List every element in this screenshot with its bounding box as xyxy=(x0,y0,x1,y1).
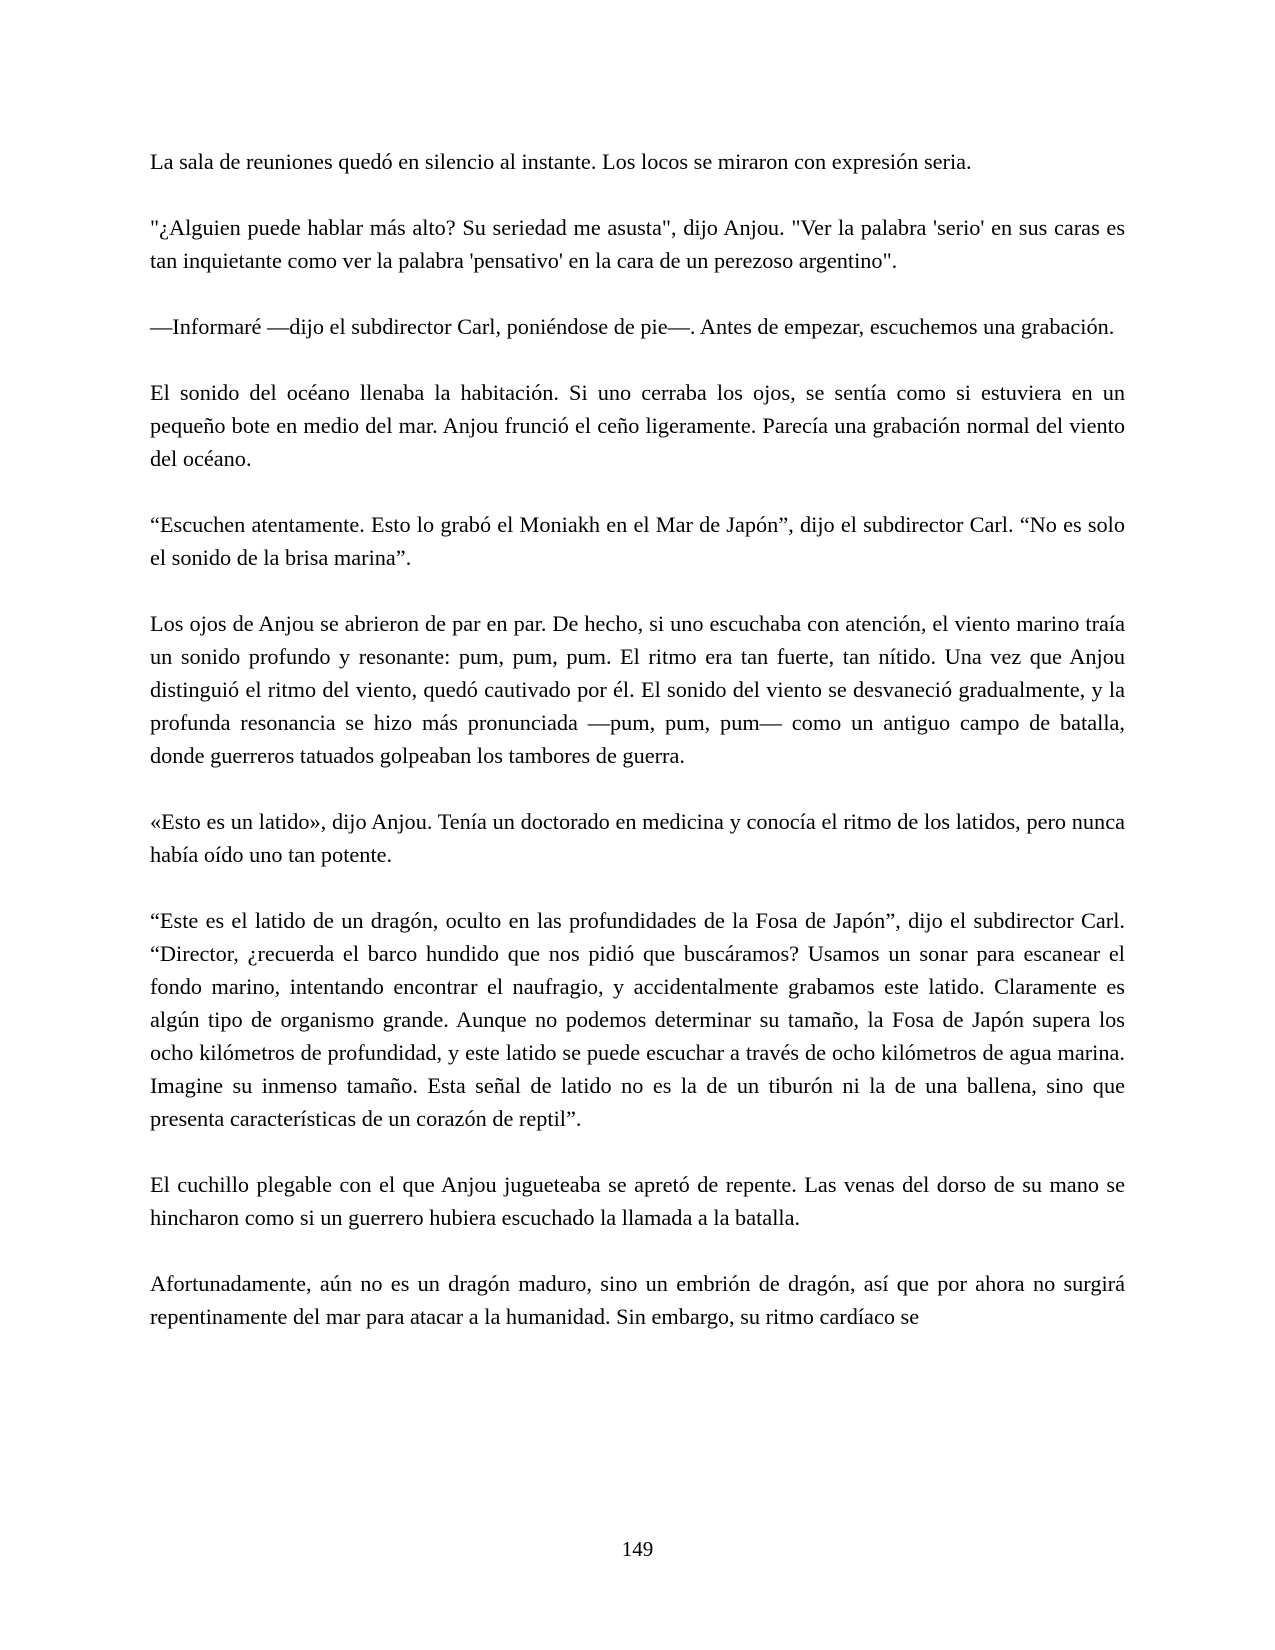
page-number: 149 xyxy=(621,1537,654,1561)
paragraph-10: Afortunadamente, aún no es un dragón maduro, sino un embrión de dragón, así que por ahora no surgirá repentinamente del mar para atacar a la humanidad. Sin embargo, su ritmo cardíaco se xyxy=(150,1271,1125,1329)
paragraph-2: "¿Alguien puede hablar más alto? Su seriedad me asusta", dijo Anjou. "Ver la palabra 'serio' en sus caras es tan inquietante como ver la palabra 'pensativo' en la cara de un perezoso argentino". xyxy=(150,215,1125,273)
paragraph-4: El sonido del océano llenaba la habitación. Si uno cerraba los ojos, se sentía como si estuviera en un pequeño bote en medio del mar. Anjou frunció el ceño ligeramente. Parecía una grabación normal del viento del océano. xyxy=(150,380,1125,471)
paragraph-7: «Esto es un latido», dijo Anjou. Tenía un doctorado en medicina y conocía el ritmo de los latidos, pero nunca había oído uno tan potente. xyxy=(150,809,1125,867)
paragraph-3: —Informaré —dijo el subdirector Carl, poniéndose de pie—. Antes de empezar, escuchemos una grabación. xyxy=(150,314,1115,339)
paragraph-9: El cuchillo plegable con el que Anjou jugueteaba se apretó de repente. Las venas del dorso de su mano se hincharon como si un guerrero hubiera escuchado la llamada a la batalla. xyxy=(150,1172,1125,1230)
paragraph-5: “Escuchen atentamente. Esto lo grabó el Moniakh en el Mar de Japón”, dijo el subdirector Carl. “No es solo el sonido de la brisa marina”. xyxy=(150,512,1125,570)
paragraph-1: La sala de reuniones quedó en silencio al instante. Los locos se miraron con expresión seria. xyxy=(150,149,972,174)
paragraph-6: Los ojos de Anjou se abrieron de par en par. De hecho, si uno escuchaba con atención, el viento marino traía un sonido profundo y resonante: pum, pum, pum. El ritmo era tan fuerte, tan nítido. Una vez que Anjou distinguió el ritmo del viento, quedó cautivado por él. El sonido del viento se desvaneció gradualmente, y la profunda resonancia se hizo más pronunciada —pum, pum, pum— como un antiguo campo de batalla, donde guerreros tatuados golpeaban los tambores de guerra. xyxy=(150,611,1125,768)
paragraph-8: “Este es el latido de un dragón, oculto en las profundidades de la Fosa de Japón”, dijo el subdirector Carl. “Director, ¿recuerda el barco hundido que nos pidió que buscáramos? Usamos un sonar para escanear el fondo marino, intentando encontrar el naufragio, y accidentalmente grabamos este latido. Claramente es algún tipo de organismo grande. Aunque no podemos determinar su tamaño, la Fosa de Japón supera los ocho kilómetros de profundidad, y este latido se puede escuchar a través de ocho kilómetros de agua marina. Imagine su inmenso tamaño. Esta señal de latido no es la de un tiburón ni la de una ballena, sino que presenta características de un corazón de reptil”. xyxy=(150,908,1125,1131)
page-body xyxy=(150,145,1125,1366)
